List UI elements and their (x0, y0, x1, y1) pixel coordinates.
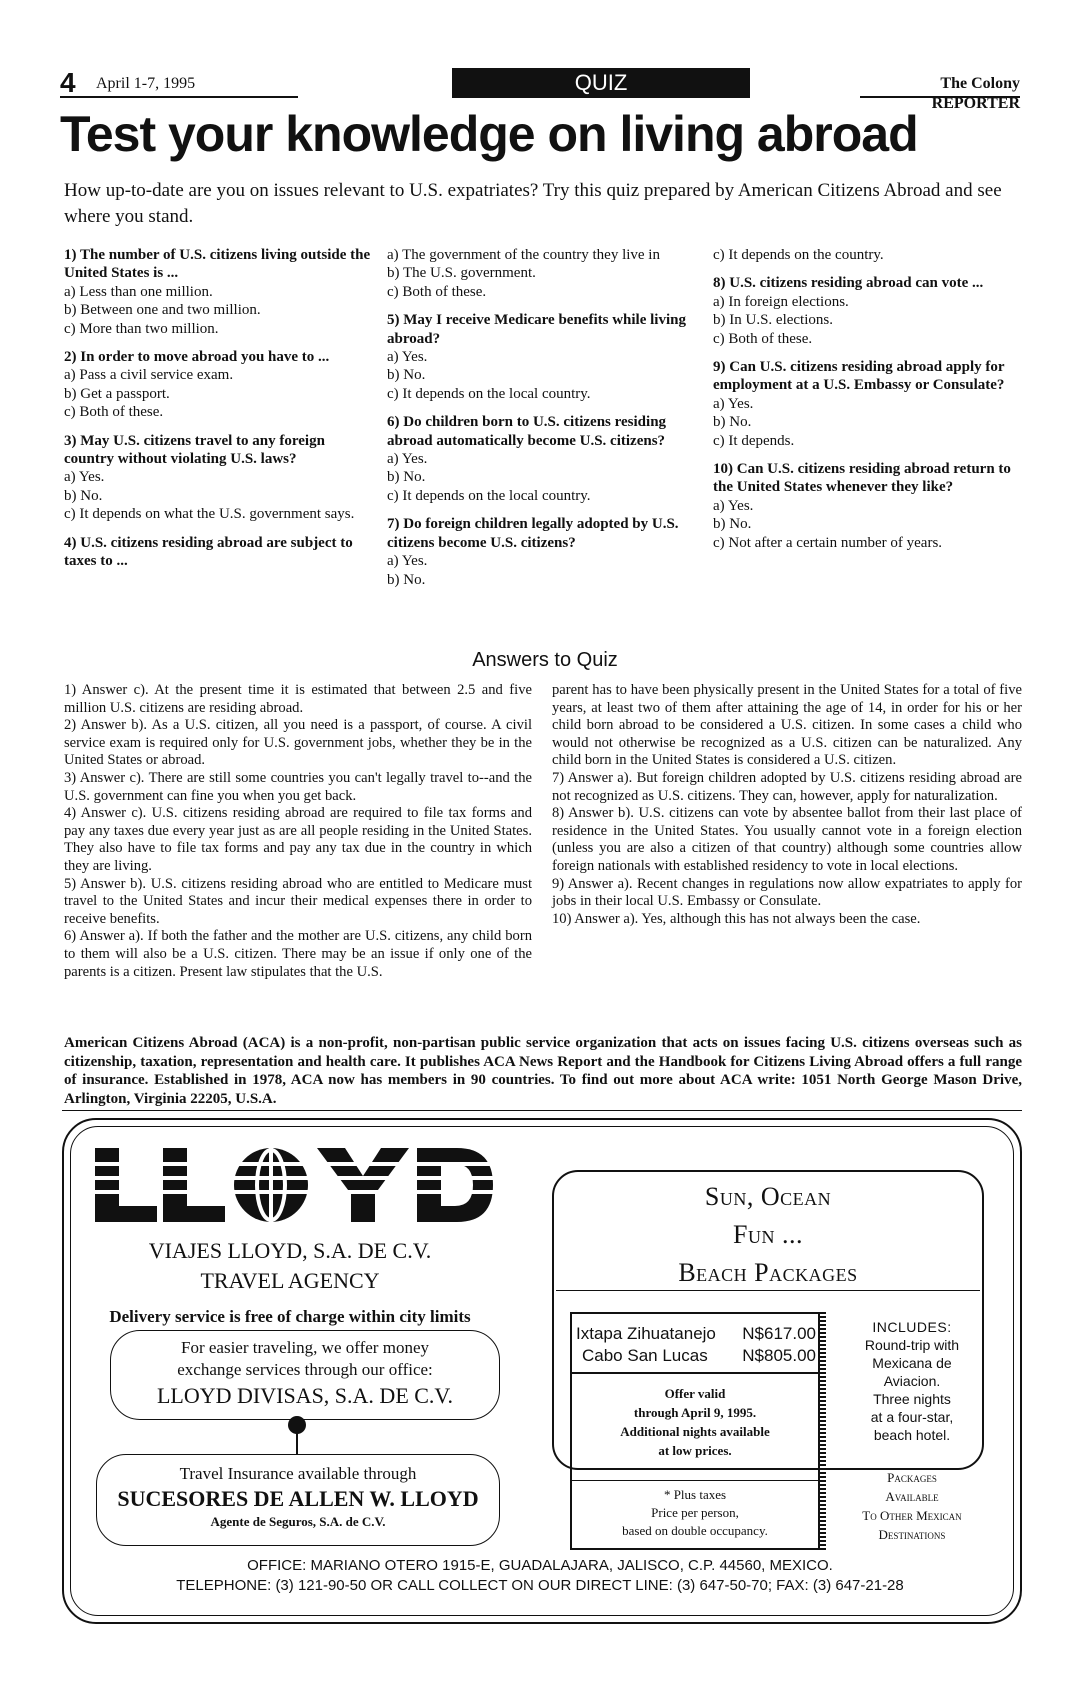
quiz-question (387, 413, 697, 505)
article-intro: How up-to-date are you on issues relevant to U.S. expatriates? Try this quiz prepared by American Citizens Abroad and see where you stand. (64, 180, 1002, 227)
offer-validity (574, 1384, 816, 1460)
answer-option: b) No. (713, 414, 752, 431)
destination-name: Ixtapa Zihuatanejo (576, 1324, 716, 1343)
beach-headline-line: Fun ... (733, 1220, 803, 1249)
answer-option: c) More than two million. (64, 320, 219, 337)
article-headline: Test your knowledge on living abroad (60, 106, 918, 162)
question-text: 8) U.S. citizens residing abroad can vote ... (713, 275, 984, 292)
answer-paragraph: 2) Answer b). As a U.S. citizen, all you need is a passport, of course. A civil service exam is required only for U.S. government jobs, whether they be in the United States or abroad. (64, 717, 532, 769)
answer-option: b) No. (713, 516, 752, 533)
masthead (60, 67, 1020, 112)
answer-option: c) Both of these. (64, 404, 164, 421)
answer-option: c) It depends on what the U.S. government says. (64, 506, 355, 523)
price-fine-print (574, 1486, 816, 1540)
question-text: 6) Do children born to U.S. citizens residing abroad automatically become U.S. citizens? (387, 414, 667, 449)
office-contact (90, 1556, 990, 1596)
quiz-question (387, 246, 697, 301)
answer-option: c) Not after a certain number of years. (713, 534, 943, 551)
answer-option: a) The government of the country they live in (387, 247, 660, 263)
masthead-rule-left (60, 96, 298, 98)
page-number: 4 (60, 67, 76, 98)
price-box-shading (820, 1312, 826, 1550)
answer-option: a) In foreign elections. (713, 293, 849, 310)
answer-option: c) It depends. (713, 432, 795, 449)
answers-column-2 (552, 682, 1022, 928)
office-address: OFFICE: MARIANO OTERO 1915-E, GUADALAJARA, JALISCO, C.P. 44560, MEXICO. (247, 1557, 833, 1574)
packages-line: Available (885, 1489, 939, 1504)
aca-description: American Citizens Abroad (ACA) is a non-profit, non-partisan public service organization that acts on issues facing U.S. citizens overseas such as citizenship, taxation, representation and health care. It publishes ACA News Report and the Handbook for Citizens Living Abroad offers a full range of insurance. Established in 1978, ACA now has members in 90 countries. To find out more about ACA write: 1051 North George Mason Drive, Arlington, Virginia 22205, U.S.A. (64, 1035, 1022, 1107)
offer-line: at low prices. (658, 1443, 732, 1458)
answer-option: a) Yes. (387, 349, 428, 366)
quiz-question (713, 246, 1023, 264)
answer-option: c) Both of these. (713, 330, 813, 347)
destination-name: Cabo San Lucas (582, 1346, 708, 1365)
answer-option: b) The U.S. government. (387, 265, 536, 282)
question-text: 3) May U.S. citizens travel to any foreign country without violating U.S. laws? (64, 432, 325, 468)
answer-option: c) It depends on the local country. (387, 385, 591, 402)
answer-option: b) Between one and two million. (64, 302, 261, 319)
quiz-question (64, 348, 374, 422)
quiz-question (387, 311, 697, 403)
issue-date: April 1-7, 1995 (96, 75, 196, 92)
other-packages-note (836, 1468, 988, 1544)
answer-option: a) Yes. (64, 469, 105, 486)
offer-line: Additional nights available (620, 1424, 770, 1439)
agency-type-line: TRAVEL AGENCY (200, 1268, 380, 1293)
destination-price: N$805.00 (742, 1346, 816, 1365)
includes-line: Aviacion. (883, 1373, 941, 1389)
insurance-company: SUCESORES DE ALLEN W. LLOYD (117, 1486, 479, 1511)
masthead-rule-right (860, 96, 1020, 98)
divider (572, 1372, 818, 1374)
answer-option: c) It depends on the country. (713, 247, 884, 263)
answers-heading: Answers to Quiz (472, 649, 618, 671)
insurance-box (96, 1454, 500, 1546)
beach-headline-line: Sun, Ocean (704, 1182, 832, 1211)
offer-line: through April 9, 1995. (633, 1405, 757, 1420)
divider (62, 1110, 1022, 1111)
delivery-note: Delivery service is free of charge within city limits (109, 1307, 471, 1326)
answer-paragraph: 8) Answer b). U.S. citizens can vote by absentee ballot from their last place of residence in the United States. You usually cannot vote in a foreign election (unless you are also a citizen of that country) although some countries allow foreign nationals with established residency to vote in local elections. (552, 805, 1022, 874)
exchange-text: For easier traveling, we offer money (181, 1338, 429, 1357)
answer-paragraph: 4) Answer c). U.S. citizens residing abroad are required to file tax forms and pay any taxes due every year just as are all people residing in the United States. They also have to file tax forms and pay any tax due in the country in which they are living. (64, 805, 532, 874)
answer-paragraph: 1) Answer c). At the present time it is estimated that between 2.5 and five million U.S. citizens are residing abroad. (64, 682, 532, 716)
offer-line: Offer valid (664, 1386, 726, 1401)
beach-headline (552, 1178, 984, 1292)
fine-print-line: Price per person, (651, 1505, 739, 1520)
destination-price: N$617.00 (742, 1324, 816, 1343)
answer-paragraph: 3) Answer c). There are still some countries you can't legally travel to--and the U.S. government can fine you when you get back. (64, 769, 532, 804)
includes-line: Round-trip with (864, 1337, 960, 1353)
includes-title: INCLUDES: (872, 1319, 952, 1335)
answer-paragraph: 5) Answer b). U.S. citizens residing abroad who are entitled to Medicare must travel to the United States and incur their medical expenses there in order to receive benefits. (64, 875, 532, 927)
exchange-box (110, 1330, 500, 1420)
question-text: 7) Do foreign children legally adopted by U.S. citizens become U.S. citizens? (387, 516, 679, 551)
answer-option: a) Pass a civil service exam. (64, 367, 234, 384)
answer-option: b) No. (387, 367, 426, 384)
exchange-company: LLOYD DIVISAS, S.A. DE C.V. (156, 1383, 453, 1408)
quiz-column-2 (387, 246, 697, 599)
answer-paragraph: 7) Answer a). But foreign children adopted by U.S. citizens residing abroad are not recognized as U.S. citizens. They can, however, apply for naturalization. (552, 769, 1022, 804)
answer-option: b) In U.S. elections. (713, 312, 833, 329)
agency-name (85, 1236, 495, 1296)
includes-line: Mexicana de (872, 1355, 952, 1371)
packages-line: Destinations (878, 1527, 946, 1542)
answer-option: a) Yes. (713, 497, 754, 514)
question-text: 5) May I receive Medicare benefits while living abroad? (387, 312, 686, 347)
answer-option: c) Both of these. (387, 283, 487, 300)
answer-option: b) No. (387, 571, 426, 588)
answers-column-1 (64, 682, 532, 981)
quiz-question (64, 432, 374, 524)
question-text: 1) The number of U.S. citizens living outside the United States is ... (64, 247, 371, 282)
answer-paragraph: 6) Answer a). If both the father and the mother are U.S. citizens, any child born to them will also be a U.S. citizen. There may be an issue if only one of the parents is a citizen. Present law stipulates that the U.S. (64, 928, 532, 980)
includes-line: beach hotel. (873, 1427, 951, 1443)
quiz-question (713, 460, 1023, 552)
question-text: 2) In order to move abroad you have to ... (64, 349, 330, 366)
question-text: 10) Can U.S. citizens residing abroad return to the United States whenever they like? (713, 461, 1011, 496)
answer-option: a) Yes. (713, 395, 754, 412)
quiz-question (387, 515, 697, 589)
beach-headline-line: Beach Packages (678, 1258, 858, 1287)
section-label: QUIZ (452, 68, 750, 98)
quiz-question (64, 534, 374, 571)
divider (556, 1290, 980, 1291)
answer-paragraph: 9) Answer a). Recent changes in regulations now allow expatriates to apply for jobs in their local U.S. Embassy or Consulate. (552, 875, 1022, 910)
insurance-agent: Agente de Seguros, S.A. de C.V. (210, 1514, 386, 1529)
answer-option: b) No. (387, 469, 426, 486)
quiz-column-1 (64, 246, 374, 581)
quiz-column-3 (713, 246, 1023, 562)
answer-option: a) Yes. (387, 451, 428, 468)
lloyd-logo (95, 1146, 495, 1224)
question-text: 4) U.S. citizens residing abroad are subject to taxes to ... (64, 534, 353, 570)
quiz-question (713, 358, 1023, 450)
exchange-text: exchange services through our office: (177, 1360, 433, 1379)
packages-line: Packages (887, 1470, 937, 1485)
fine-print-line: based on double occupancy. (622, 1523, 768, 1538)
answer-option: c) It depends on the local country. (387, 487, 591, 504)
question-text: 9) Can U.S. citizens residing abroad apply for employment at a U.S. Embassy or Consulate? (713, 359, 1005, 394)
quiz-question (64, 246, 374, 338)
includes-line: at a four-star, (870, 1409, 954, 1425)
package-includes (836, 1318, 988, 1444)
answer-option: b) Get a passport. (64, 385, 170, 402)
connector-line (296, 1420, 298, 1454)
packages-line: To Other Mexican (862, 1508, 962, 1523)
newspaper-name: The Colony REPORTER (931, 75, 1020, 112)
quiz-question (713, 274, 1023, 348)
answer-option: a) Less than one million. (64, 283, 213, 300)
answer-paragraph: 10) Answer a). Yes, although this has not always been the case. (552, 910, 921, 927)
office-telephone: TELEPHONE: (3) 121-90-50 OR CALL COLLECT ON OUR DIRECT LINE: (3) 647-50-70; FAX: (3) 647-21-28 (176, 1577, 904, 1594)
answer-option: b) No. (64, 487, 103, 504)
answer-option: a) Yes. (387, 553, 428, 570)
answer-paragraph: parent has to have been physically present in the United States for a total of five years, at least two of them after attaining the age of 14, in order for his or her child born abroad to be considered a U.S. citizen. In some cases a child who would not otherwise be recognized as a U.S. citizen can be naturalized. Any child born in the United States is considered a U.S. citizen. (552, 682, 1022, 769)
divider (572, 1480, 818, 1481)
includes-line: Three nights (873, 1391, 951, 1407)
insurance-text: Travel Insurance available through (179, 1464, 417, 1483)
agency-name-line: VIAJES LLOYD, S.A. DE C.V. (148, 1238, 432, 1263)
fine-print-line: * Plus taxes (663, 1487, 727, 1502)
